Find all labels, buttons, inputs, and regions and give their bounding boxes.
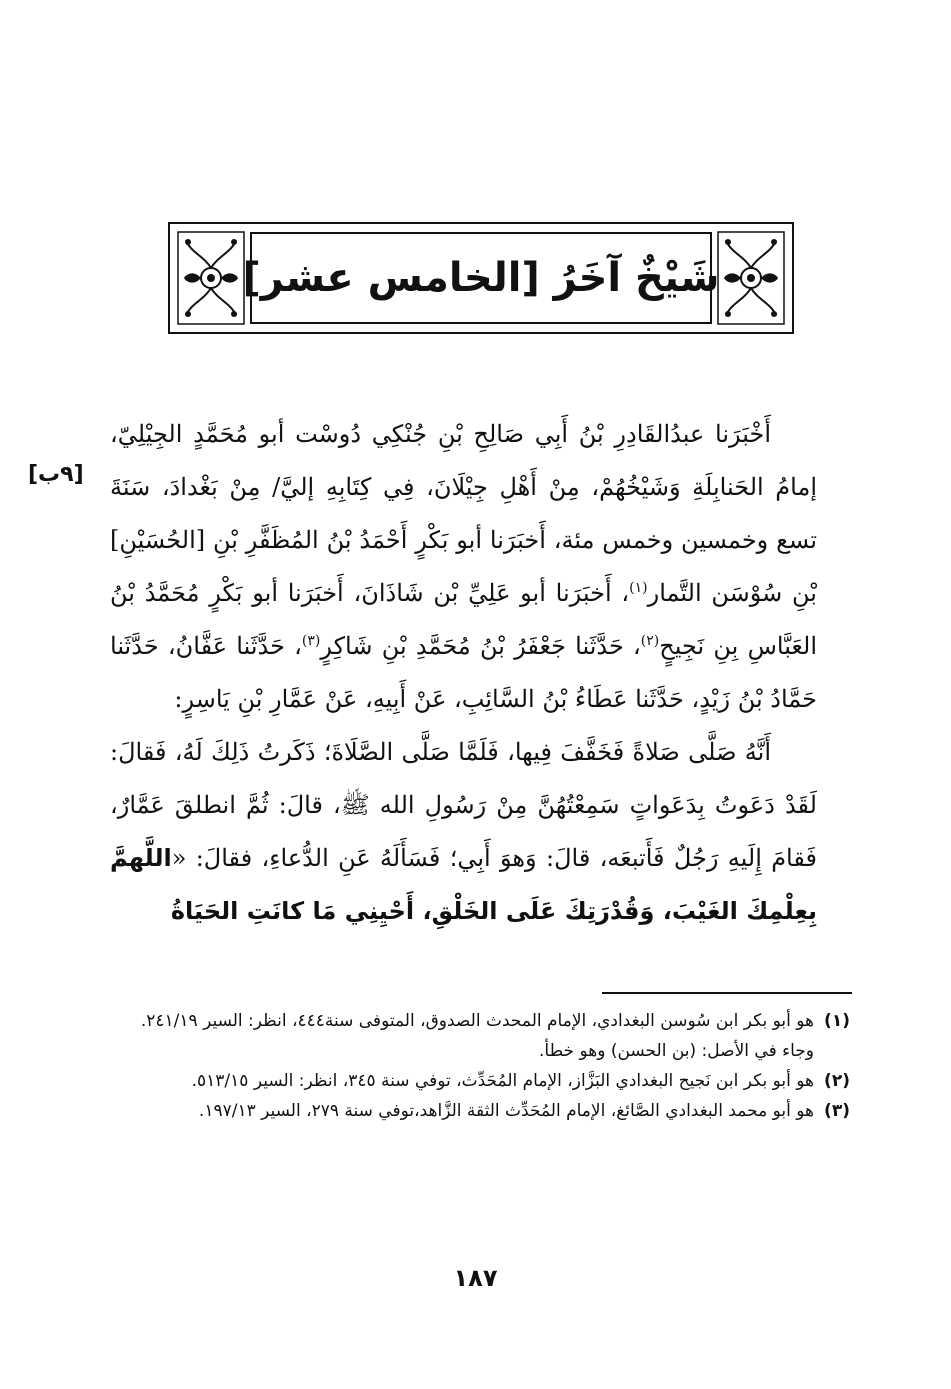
footnote-ref: (١) [629, 580, 648, 596]
footnote-ref: (٢) [640, 633, 660, 649]
main-text [110, 408, 817, 938]
text-span: ، حَدَّثَنا عَفَّانُ، حَدَّثَنا حَمَّادُ بْنُ زَيْدٍ، حَدَّثَنا عَطَاءُ بْنُ السَّائِبِ، عَنْ أَبِيهِ، عَنْ عَمَّارِ بْنِ يَاسِرٍ: [110, 632, 817, 713]
text-span: ، أَخبَرَنا أبو عَلِيِّ بْن شَاذَانَ، أَخبَرَنا أبو بَكْرٍ مُحَمَّدُ بْنُ العَبَّاسِ بِنِ نَجِيحٍ [110, 579, 817, 660]
footnote-text: هو أبو محمد البغدادي الصَّائغ، الإمام المُحَدِّث الثقة الزَّاهد،توفي سنة ٢٧٩، السير ١٩٧/١٣. [198, 1101, 814, 1121]
manuscript-folio-marker: [٩ب] [28, 462, 84, 487]
text-span: أَنَّهُ صَلَّى صَلاةً فَخَفَّفَ فِيها، فَلَمَّا صَلَّى الصَّلَاةَ؛ ذَكَرتُ ذَلِكَ لَهُ، فَقالَ: لَقَدْ دَعَوتُ بِدَعَواتٍ سَمِعْتُهُنَّ مِنْ رَسُولِ الله ﷺ، قالَ: ثُمَّ انطلقَ عَمَّارٌ، فَقامَ إِلَيهِ رَجُلٌ فَأَتبعَه، قالَ: وَهوَ أَبِي؛ فَسَأَلَهُ عَنِ الدُّعاءِ، فقالَ: « [110, 738, 817, 872]
text-span: أَخْبَرَنا عبدُالقَادِرِ بْنُ أَبِي صَالِحِ بْنِ جُنْكِي دُوسْت أبو مُحَمَّدٍ الجِيْلِيّ، إمامُ الحَنابِلَةِ وَشَيْخُهُمْ، مِنْ أَهْلِ جِيْلَانَ، فِي كِتَابِهِ إليَّ/ مِنْ بَغْدادَ، سَنَةَ تسع وخمسين وخمس مئة، أَخبَرَنا أبو بَكْرٍ أَحْمَدُ بْنُ المُظَفَّرِ بْنِ [الحُسَيْنِ] بْنِ سُوْسَن التَّمار [110, 420, 817, 607]
footnote-ref: (٣) [301, 633, 321, 649]
chapter-title: شَيْخٌ آخَرُ [الخامس عشر] [242, 255, 720, 301]
title-frame [242, 232, 720, 324]
floral-ornament-icon [716, 230, 786, 326]
chapter-title-cartouche [168, 222, 794, 334]
footnote-separator [602, 992, 852, 994]
footnote [110, 1008, 850, 1035]
supplication-text: اللَّهمَّ بِعِلْمِكَ الغَيْبَ، وَقُدْرَتِكَ عَلَى الخَلْقِ، أَحْيِنِي مَا كانَتِ الحَيَاةُ [110, 844, 817, 925]
footnote-number: (٢) [824, 1071, 850, 1091]
footnote-text: هو أبو بكر ابن سُوسن البغدادي، الإمام المحدث الصدوق، المتوفى سنة٤٤٤، انظر: السير ٢٤١/١٩. [140, 1011, 814, 1031]
hadith-paragraph [110, 726, 817, 938]
footnote-number: (١) [824, 1011, 850, 1031]
footnote-number: (٣) [824, 1101, 850, 1121]
footnote [110, 1068, 850, 1095]
footnote [110, 1098, 850, 1125]
footnote-text: هو أبو بكر ابن نَجيح البغدادي البَزَّاز، الإمام المُحَدِّث، توفي سنة ٣٤٥، انظر: السير ٥١٣/١٥. [191, 1071, 814, 1091]
page-number: ١٨٧ [453, 1264, 498, 1292]
footnotes [110, 1008, 850, 1128]
floral-ornament-icon [176, 230, 246, 326]
text-span: ، حَدَّثَنا جَعْفَرُ بْنُ مُحَمَّدِ بْنِ شَاكِرٍ [320, 632, 641, 660]
isnad-paragraph [110, 408, 817, 726]
footnote-text: وجاء في الأصل: (بن الحسن) وهو خطأ. [539, 1041, 814, 1061]
